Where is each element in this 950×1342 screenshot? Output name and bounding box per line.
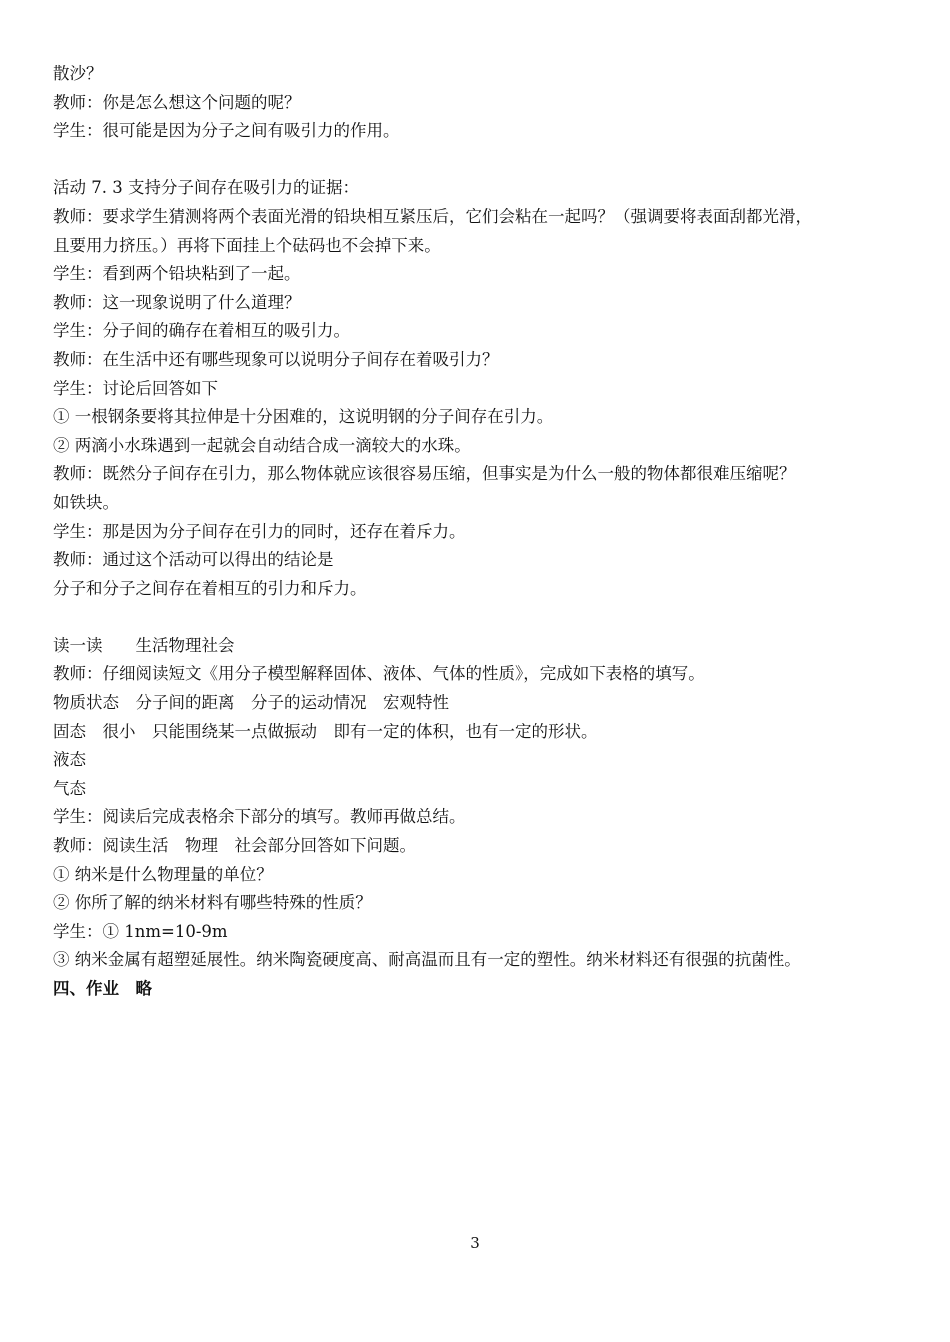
table-header-line: 物质状态 分子间的距离 分子的运动情况 宏观特性 (53, 693, 449, 713)
section-title: 读一读 生活物理社会 (53, 635, 235, 655)
text-line: 且要用力挤压。）再将下面挂上个砝码也不会掉下来。 (53, 235, 441, 255)
document-body (53, 60, 913, 1004)
text-line: 学生：那是因为分子间存在引力的同时，还存在着斥力。 (53, 521, 466, 541)
text-line: 学生：讨论后回答如下 (53, 378, 218, 398)
text-line: 教师：通过这个活动可以得出的结论是 (53, 550, 334, 570)
table-row-gas: 气态 (53, 778, 86, 798)
blank-line (53, 603, 913, 632)
text-line: 教师：你是怎么想这个问题的呢？ (53, 92, 301, 112)
list-item: ② 你所了解的纳米材料有哪些特殊的性质？ (53, 893, 372, 913)
activity-title: 活动 7. 3 支持分子间存在吸引力的证据： (53, 178, 359, 198)
list-item: ② 两滴小水珠遇到一起就会自动结合成一滴较大的水珠。 (53, 435, 471, 455)
text-line: 如铁块。 (53, 492, 119, 512)
text-line: 学生：很可能是因为分子之间有吸引力的作用。 (53, 121, 400, 141)
blank-line (53, 146, 913, 175)
text-line: 教师：阅读生活 物理 社会部分回答如下问题。 (53, 836, 416, 856)
text-line: 教师：仔细阅读短文《用分子模型解释固体、液体、气体的性质》，完成如下表格的填写。 (53, 664, 705, 684)
text-line: 学生：看到两个铅块粘到了一起。 (53, 264, 301, 284)
text-line: 学生：① 1nm=10-9m (53, 921, 228, 941)
list-item: ③ 纳米金属有超塑延展性。纳米陶瓷硬度高、耐高温而且有一定的塑性。纳米材料还有很强的抗菌性。 (53, 950, 801, 970)
text-line: 教师：在生活中还有哪些现象可以说明分子间存在着吸引力？ (53, 349, 499, 369)
text-line: 教师：要求学生猜测将两个表面光滑的铅块相互紧压后，它们会粘在一起吗？（强调要将表面刮都光滑， (53, 206, 812, 226)
text-line: 学生：阅读后完成表格余下部分的填写。教师再做总结。 (53, 807, 466, 827)
table-row-liquid: 液态 (53, 750, 86, 770)
table-row-solid: 固态 很小 只能围绕某一点做振动 即有一定的体积，也有一定的形状。 (53, 721, 598, 741)
page-number: 3 (470, 1234, 480, 1252)
list-item: ① 一根钢条要将其拉伸是十分困难的，这说明钢的分子间存在引力。 (53, 407, 554, 427)
text-line: 学生：分子间的确存在着相互的吸引力。 (53, 321, 350, 341)
conclusion-line: 分子和分子之间存在着相互的引力和斥力。 (53, 578, 367, 598)
list-item: ① 纳米是什么物理量的单位？ (53, 864, 273, 884)
text-line: 教师：既然分子间存在引力，那么物体就应该很容易压缩，但事实是为什么一般的物体都很难压缩呢？ (53, 464, 796, 484)
text-line: 散沙？ (53, 64, 103, 83)
section-heading: 四、作业 略 (53, 979, 152, 998)
text-line: 教师：这一现象说明了什么道理？ (53, 292, 301, 312)
